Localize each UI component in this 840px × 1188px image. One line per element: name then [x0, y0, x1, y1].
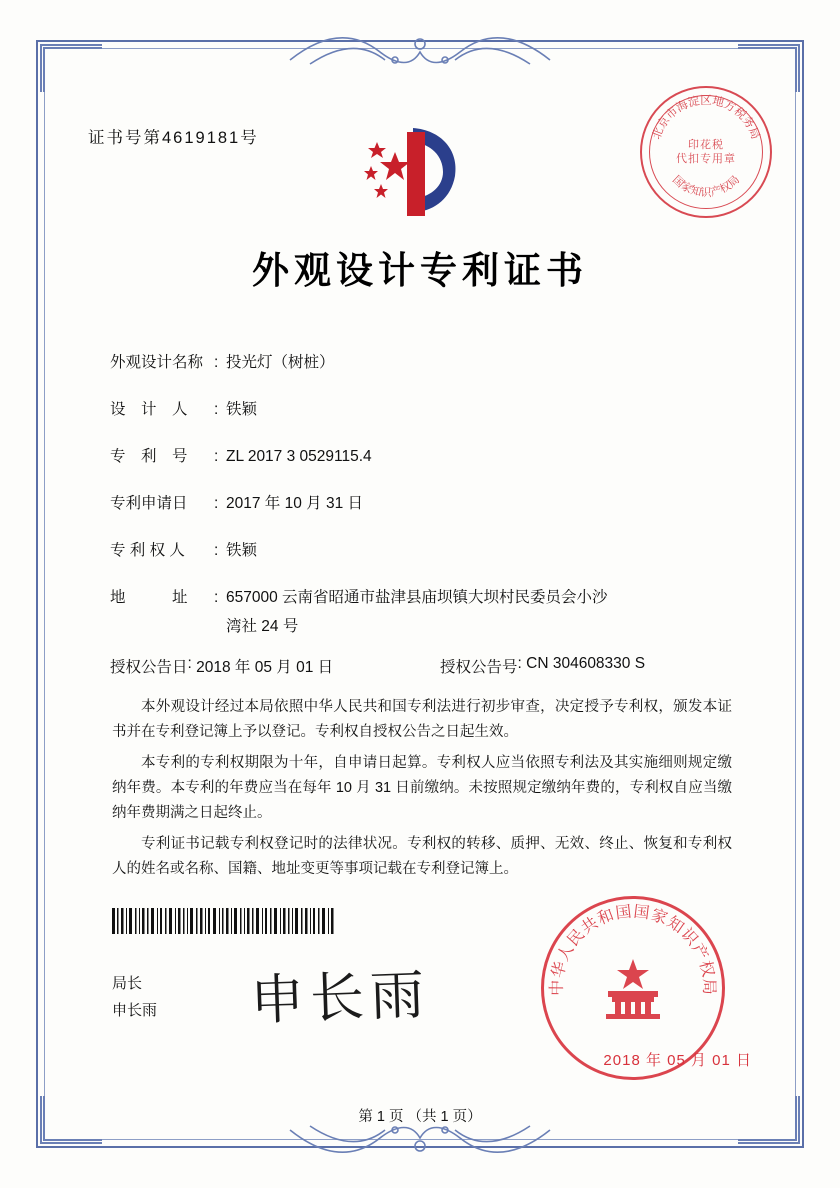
field-application-date — [110, 493, 750, 515]
publication-number-colon: : — [517, 655, 527, 672]
publication-number-value: CN 304608330 S — [526, 655, 646, 672]
corner-ornament-top-right — [738, 44, 800, 92]
svg-text:中华人民共和国国家知识产权局: 中华人民共和国国家知识产权局 — [548, 903, 718, 996]
paragraph-1: 本外观设计经过本局依照中华人民共和国专利法进行初步审查，决定授予专利权，颁发本证书并在专利登记簿上予以登记。专利权自授权公告之日起生效。 — [112, 699, 732, 740]
field-designer — [110, 399, 750, 421]
sipo-logo-icon — [355, 118, 475, 223]
seal-top-center-line2: 代扣专用章 — [676, 153, 736, 165]
paragraph-2: 本专利的专利权期限为十年，自申请日起算。专利权人应当依照专利法及其实施细则规定缴纳年费。本专利的年费应当在每年 10 月 31 日前缴纳。未按照规定缴纳年费的，专利权自应当缴纳年费期满之日起终止。 — [112, 755, 732, 821]
field-patent-number — [110, 446, 750, 468]
field-label: 地 址 — [110, 589, 188, 606]
field-value: ZL 2017 3 0529115.4 — [226, 448, 372, 465]
seal-top-center — [642, 138, 770, 166]
corner-ornament-top-left — [40, 44, 102, 92]
publication-date-value: 2018 年 05 月 01 日 — [196, 659, 334, 676]
field-colon: : — [214, 589, 219, 606]
page-footer: 第 1 页 （共 1 页） — [358, 1109, 482, 1125]
director-handwritten-signature: 申长雨 — [249, 964, 432, 1032]
top-ornament-icon — [280, 30, 560, 76]
field-label: 外观设计名称 — [110, 354, 204, 371]
field-colon: : — [214, 542, 219, 559]
field-label: 专 利 号 — [110, 448, 188, 465]
tax-stamp-seal — [640, 86, 772, 218]
field-value: 铁颖 — [226, 401, 258, 418]
field-colon: : — [214, 495, 219, 512]
publication-date-label: 授权公告日 — [110, 659, 188, 676]
field-value: 铁颖 — [226, 542, 258, 559]
signature-block — [112, 970, 157, 1024]
field-value-line2: 湾社 24 号 — [226, 618, 299, 635]
field-label: 设 计 人 — [110, 401, 188, 418]
publication-row — [110, 655, 770, 677]
svg-text:北京市海淀区地方税务局: 北京市海淀区地方税务局 — [650, 95, 762, 142]
field-colon: : — [214, 448, 219, 465]
field-value: 2017 年 10 月 31 日 — [226, 495, 363, 512]
paragraph-3: 专利证书记载专利权登记时的法律状况。专利权的转移、质押、无效、终止、恢复和专利权人的姓名或名称、国籍、地址变更等事项记载在专利登记簿上。 — [112, 836, 732, 877]
seal-top-center-line1: 印花税 — [688, 139, 724, 151]
field-value: 657000 云南省昭通市盐津县庙坝镇大坝村民委员会小沙 — [226, 589, 608, 606]
field-value-block — [226, 587, 750, 638]
field-label: 专利申请日 — [110, 495, 188, 512]
barcode-icon — [112, 908, 336, 934]
certificate-number: 证书号第4619181号 — [88, 129, 259, 147]
national-emblem-icon — [596, 957, 670, 1019]
publication-number-label: 授权公告号 — [440, 659, 518, 676]
body-text — [112, 695, 732, 888]
field-address — [110, 587, 750, 638]
publication-date — [110, 655, 440, 677]
field-label: 专 利 权 人 — [110, 542, 185, 559]
publication-number — [440, 655, 770, 677]
director-name: 申长雨 — [112, 1002, 158, 1019]
field-list — [110, 352, 750, 663]
publication-date-colon: : — [187, 655, 197, 672]
field-colon: : — [214, 354, 219, 371]
svg-text:国家知识产权局: 国家知识产权局 — [669, 173, 743, 199]
field-colon: : — [214, 401, 219, 418]
field-design-name — [110, 352, 750, 374]
field-value: 投光灯（树桩） — [226, 354, 335, 371]
seal-date: 2018 年 05 月 01 日 — [603, 1052, 752, 1069]
page-title: 外观设计专利证书 — [252, 251, 588, 292]
field-patentee — [110, 540, 750, 562]
director-title-label: 局长 — [112, 975, 143, 992]
